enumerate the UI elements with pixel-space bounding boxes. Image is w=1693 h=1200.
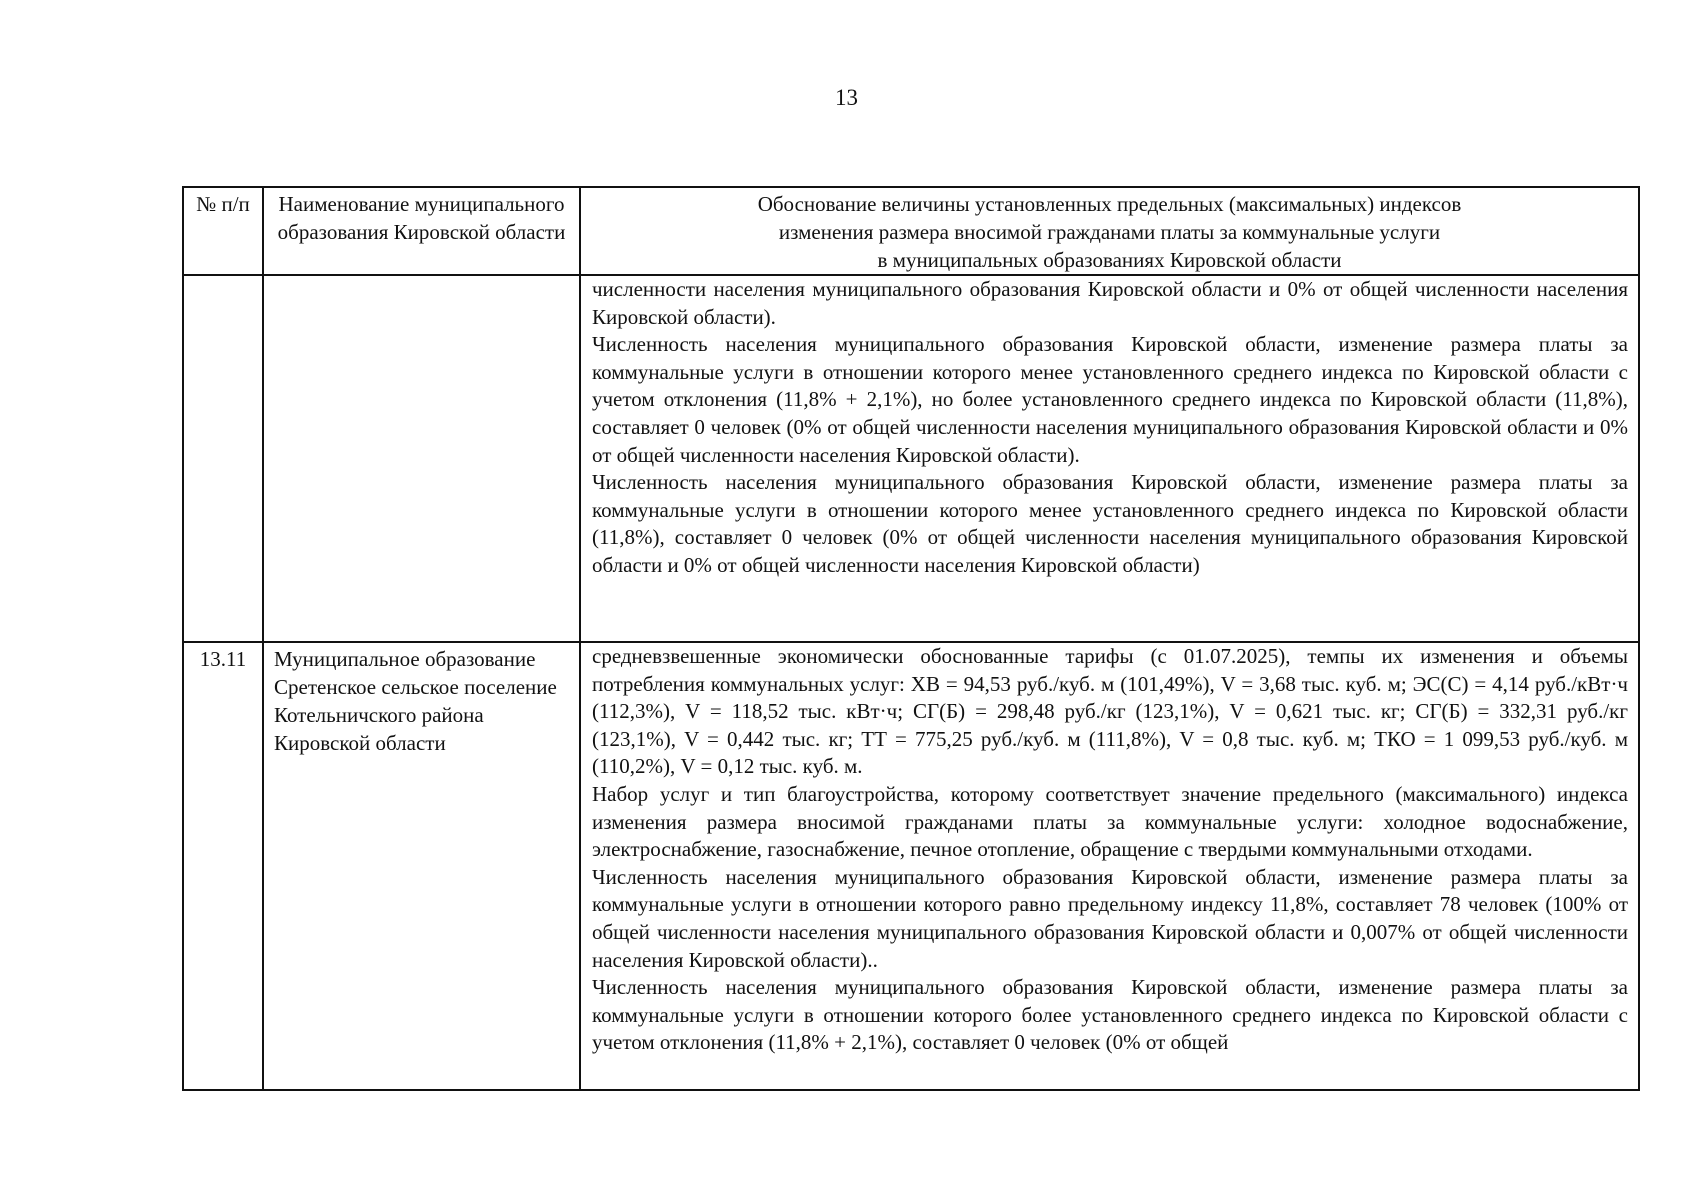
row-description-cell — [580, 642, 1639, 1090]
header-description-line: в муниципальных образованиях Кировской области — [877, 248, 1342, 272]
table-row — [183, 275, 1639, 642]
header-description-line: изменения размера вносимой гражданами платы за коммунальные услуги — [778, 220, 1441, 244]
description-paragraph: численности населения муниципального образования Кировской области и 0% от общей численности населения Кировской области). — [592, 277, 1628, 329]
row-number-cell: 13.11 — [183, 642, 263, 1090]
row-description-cell — [580, 275, 1639, 642]
index-justification-table — [182, 186, 1640, 1091]
description-paragraph: Численность населения муниципального образования Кировской области, изменение размера платы за коммунальные услуги в отношении которого менее установленного среднего индекса по Кировской области (11,8%), составляет 0 человек (0% от общей численности населения муниципального образования Кировской области и 0% от общей численности населения Кировской области) — [592, 470, 1628, 577]
header-number-cell — [183, 187, 263, 275]
description-paragraph: средневзвешенные экономически обоснованные тарифы (с 01.07.2025), темпы их изменения и объемы потребления коммунальных услуг: ХВ = 94,53 руб./куб. м (101,49%), V = 3,68 тыс. куб. м; ЭС(С) = 4,14 руб./кВт·ч (112,3%), V = 118,52 тыс. кВт·ч; СГ(Б) = 298,48 руб./кг (123,1%), V = 0,621 тыс. кг; СГ(Б) = 332,31 руб./кг (123,1%), V = 0,442 тыс. кг; ТТ = 775,25 руб./куб. м (111,8%), V = 0,8 тыс. куб. м; ТКО = 1 099,53 руб./куб. м (110,2%), V = 0,12 тыс. куб. м. — [592, 644, 1628, 779]
row-name-cell: Муниципальное образование Сретенское сельское поселение Котельничского района Кировской области — [263, 642, 580, 1090]
row-name-cell — [263, 275, 580, 642]
description-paragraph: Численность населения муниципального образования Кировской области, изменение размера платы за коммунальные услуги в отношении которого менее установленного среднего индекса по Кировской области с учетом отклонения (11,8% + 2,1%), но более установленного среднего индекса по Кировской области (11,8%), составляет 0 человек (0% от общей численности населения муниципального образования Кировской области и 0% от общей численности населения Кировской области). — [592, 332, 1628, 467]
header-number-label: № п/п — [196, 192, 250, 216]
header-name-label: Наименование муниципального образования Кировской области — [277, 192, 566, 244]
table-row — [183, 642, 1639, 1090]
row-number-cell — [183, 275, 263, 642]
header-description-cell — [580, 187, 1639, 275]
description-paragraph: Набор услуг и тип благоустройства, которому соответствует значение предельного (максимального) индекса изменения размера вносимой гражданами платы за коммунальные услуги: холодное водоснабжение, электроснабжение, газоснабжение, печное отопление, обращение с твердыми коммунальными отходами. — [592, 781, 1628, 862]
table-header-row — [183, 187, 1639, 275]
header-description-line: Обоснование величины установленных предельных (максимальных) индексов — [757, 192, 1462, 216]
page-number: 13 — [835, 85, 858, 110]
header-name-cell — [263, 187, 580, 275]
description-paragraph: Численность населения муниципального образования Кировской области, изменение размера платы за коммунальные услуги в отношении которого равно предельному индексу 11,8%, составляет 78 человек (100% от общей численности населения муниципального образования Кировской области и 0,007% от общей численности населения Кировской области).. — [592, 864, 1628, 972]
description-paragraph: Численность населения муниципального образования Кировской области, изменение размера платы за коммунальные услуги в отношении которого более установленного среднего индекса по Кировской области с учетом отклонения (11,8% + 2,1%), составляет 0 человек (0% от общей — [592, 975, 1628, 1055]
